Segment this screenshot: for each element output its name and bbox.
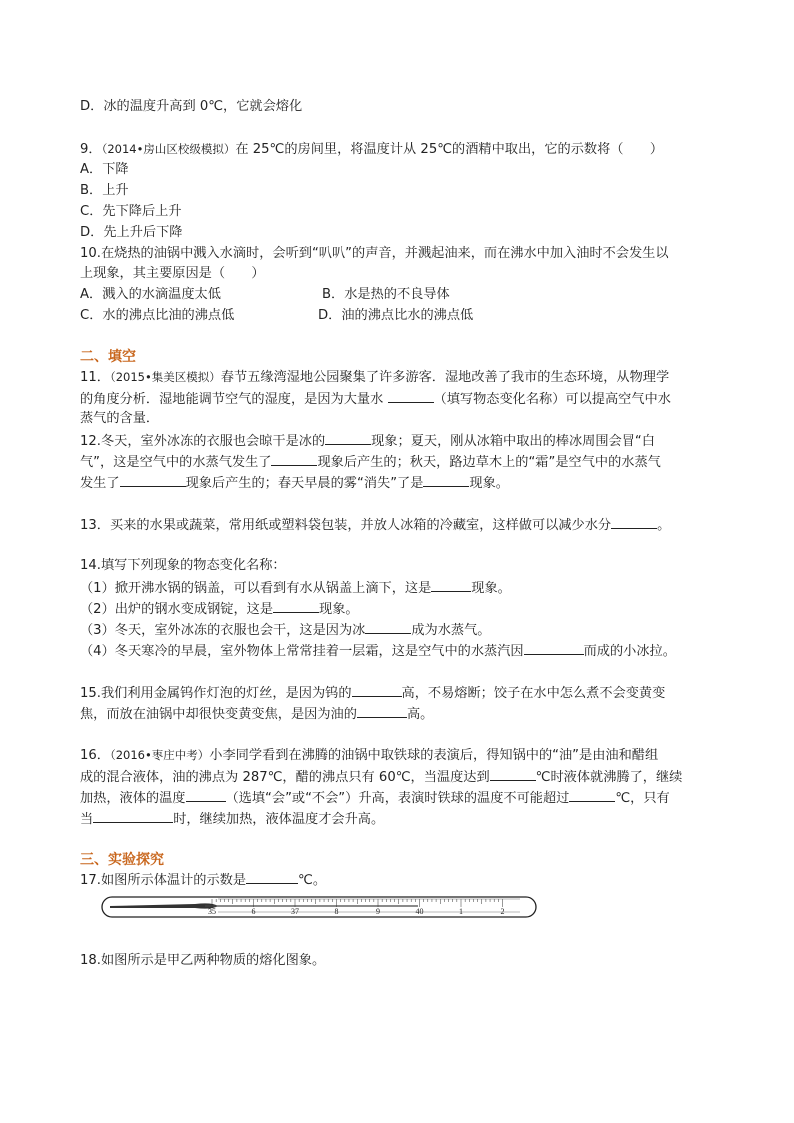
scale-label: 35	[208, 907, 216, 916]
q14-item-3: （3）冬天，室外冰冻的衣服也会干，这是因为冰 成为水蒸气。	[80, 623, 491, 638]
q14-item-4: （4）冬天寒冷的早晨，室外物体上常常挂着一层霜，这是空气中的水蒸汽因 而成的小冰拉。	[80, 644, 676, 659]
q10-stem-line2: 上现象，其主要原因是（ ）	[80, 266, 265, 281]
section-title-fill-blank: 二、填空	[80, 349, 136, 365]
q12-blank-1[interactable]	[325, 432, 371, 445]
q12-blank-4[interactable]	[423, 474, 469, 487]
q11-line2: 的角度分析．湿地能调节空气的湿度，是因为大量水 （填写物态变化名称）可以提高空气中水	[80, 392, 671, 407]
scale-label: 9	[376, 907, 380, 916]
q12-line3: 发生了 现象后产生的；春天早晨的雾“消失”了是 现象。	[80, 476, 509, 491]
scale-label: 37	[291, 907, 299, 916]
q14-blank-4[interactable]	[524, 642, 584, 655]
q9-option-b: B．上升	[80, 183, 129, 198]
q16-line1: 16．（2016•枣庄中考）小李同学看到在沸腾的油锅中取铁球的表演后，得知锅中的“油”是由油和醋组	[80, 748, 659, 763]
q16-line4: 当 时，继续加热，液体温度才会升高。	[80, 812, 385, 827]
q9-stem: 9．（2014•房山区校级模拟）在 25℃的房间里，将温度计从 25℃的酒精中取出，它的示数将（ ）	[80, 142, 664, 157]
q12-line1: 12.冬天，室外冰冻的衣服也会晾干是冰的 现象；夏天，刚从冰箱中取出的棒冰周围会冒“白	[80, 434, 655, 449]
q10-stem-line1: 10.在烧热的油锅中溅入水滴时，会听到“叭叭”的声音，并溅起油来，而在沸水中加入油时不会发生以	[80, 246, 669, 261]
q10-option-c: C．水的沸点比油的沸点低	[80, 308, 235, 323]
q12-blank-2[interactable]	[271, 453, 317, 466]
q9-option-a: A．下降	[80, 162, 129, 177]
q15-blank-2[interactable]	[357, 705, 407, 718]
q10-option-a: A．溅入的水滴温度太低	[80, 287, 221, 302]
clinical-thermometer-figure	[100, 893, 540, 923]
q9-option-d: D．先上升后下降	[80, 225, 183, 240]
q15-line1: 15.我们利用金属钨作灯泡的灯丝，是因为钨的 高，不易熔断；饺子在水中怎么煮不会变黄变	[80, 686, 666, 701]
q15-blank-1[interactable]	[352, 684, 402, 697]
q11-line1: 11．（2015•集美区模拟）春节五缘湾湿地公园聚集了许多游客．湿地改善了我市的生态环境，从物理学	[80, 370, 670, 385]
q11-blank[interactable]	[388, 390, 434, 403]
q14-blank-1[interactable]	[431, 579, 471, 592]
q14-item-2: （2）出炉的钢水变成钢锭，这是 现象。	[80, 602, 359, 617]
q17-line: 17.如图所示体温计的示数是 ℃。	[80, 873, 327, 888]
scale-label: 2	[500, 907, 505, 916]
scale-label: 6	[251, 907, 256, 916]
scale-label: 8	[334, 907, 339, 916]
q11-line3: 蒸气的含量．	[80, 411, 160, 426]
q13-line: 13．买来的水果或蔬菜，常用纸或塑料袋包装，并放人冰箱的冷藏室，这样做可以减少水分 。	[80, 518, 671, 533]
q18-line: 18.如图所示是甲乙两种物质的熔化图象。	[80, 953, 326, 968]
scale-label: 40	[415, 907, 424, 916]
section-title-experiment: 三、实验探究	[80, 852, 164, 868]
q13-blank[interactable]	[611, 516, 657, 529]
q15-line2: 焦，而放在油锅中却很快变黄变焦，是因为油的 高。	[80, 707, 434, 722]
q14-title: 14.填写下列现象的物态变化名称：	[80, 558, 286, 573]
q8-option-d: D．冰的温度升高到 0℃，它就会熔化	[80, 99, 303, 114]
q14-blank-2[interactable]	[273, 600, 319, 613]
q16-blank-3[interactable]	[569, 789, 615, 802]
q10-option-b: B．水是热的不良导体	[322, 287, 450, 302]
q10-option-d: D．油的沸点比水的沸点低	[318, 308, 474, 323]
q17-blank[interactable]	[246, 871, 298, 884]
scale-label: 1	[459, 907, 463, 916]
q16-blank-4[interactable]	[93, 810, 173, 823]
q16-blank-2[interactable]	[186, 789, 226, 802]
q16-blank-1[interactable]	[490, 768, 536, 781]
q14-item-1: （1）掀开沸水锅的锅盖，可以看到有水从锅盖上滴下，这是 现象。	[80, 581, 511, 596]
q12-line2: 气”，这是空气中的水蒸气发生了 现象后产生的；秋天，路边草木上的“霜”是空气中的水蒸气	[80, 455, 661, 470]
q16-line2: 成的混合液体，油的沸点为 287℃，醋的沸点只有 60℃，当温度达到 ℃时液体就沸腾了，继续	[80, 770, 683, 785]
q14-blank-3[interactable]	[365, 621, 411, 634]
q12-blank-3[interactable]	[120, 474, 186, 487]
q9-option-c: C．先下降后上升	[80, 204, 182, 219]
q16-line3: 加热，液体的温度 （选填“会”或“不会”）升高，表演时铁球的温度不可能超过 ℃，只有	[80, 791, 670, 806]
